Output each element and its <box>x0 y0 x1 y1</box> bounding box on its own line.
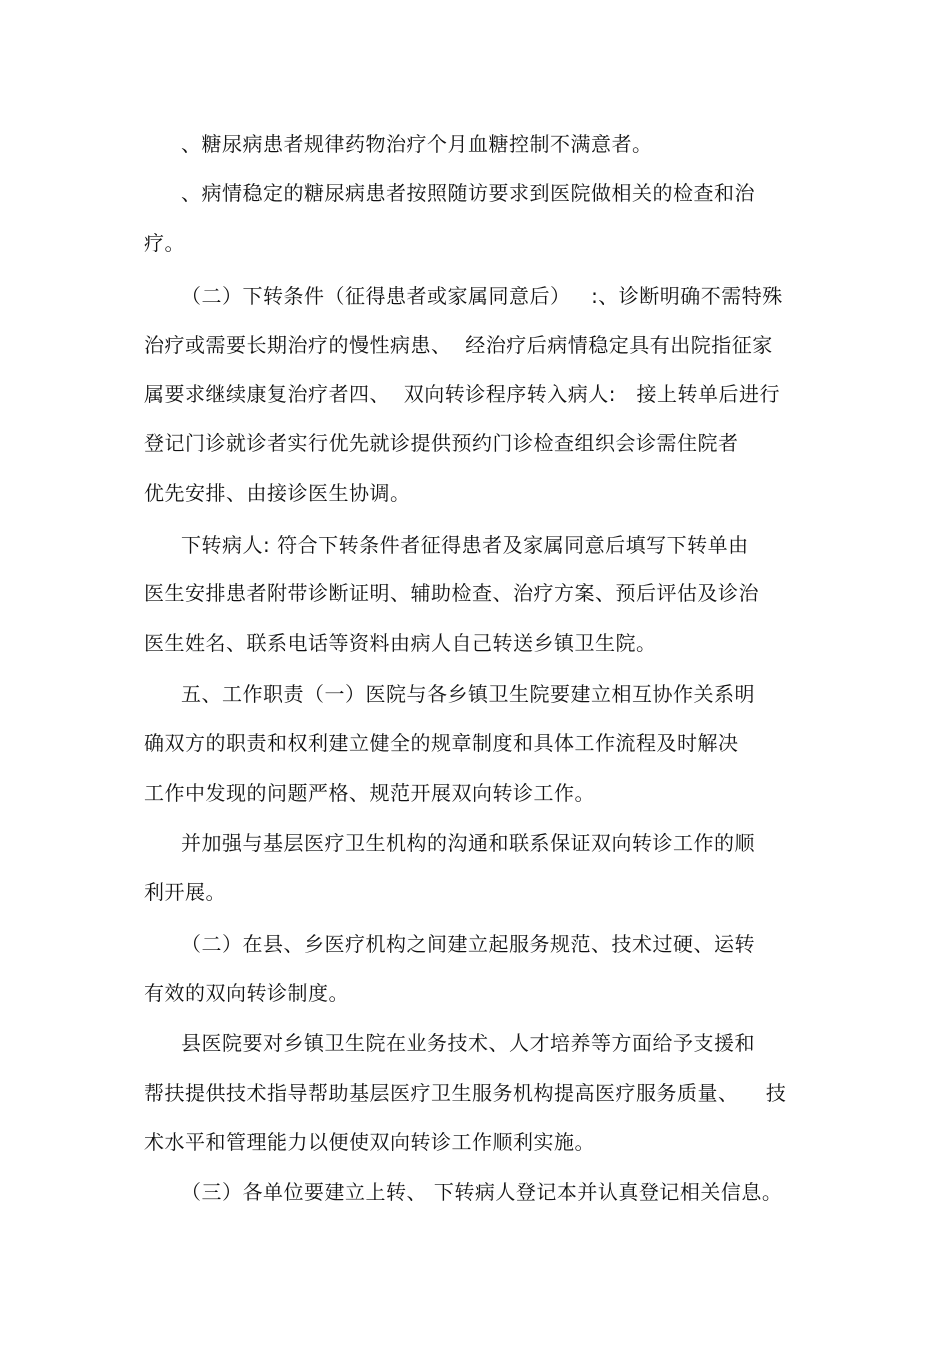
text-line: 属要求继续康复治疗者四、 双向转诊程序转入病人: 接上转单后进行 <box>144 382 781 406</box>
text-line: （二）下转条件（征得患者或家属同意后） :、诊断明确不需特殊 <box>181 284 783 308</box>
text-line: 下转病人: 符合下转条件者征得患者及家属同意后填写下转单由 <box>181 533 749 557</box>
text-line: 利开展。 <box>144 880 226 904</box>
text-line: 五、工作职责（一）医院与各乡镇卫生院要建立相互协作关系明 <box>181 682 755 706</box>
text-line: 、病情稳定的糖尿病患者按照随访要求到医院做相关的检查和治 <box>181 181 755 205</box>
text-line: 登记门诊就诊者实行优先就诊提供预约门诊检查组织会诊需住院者 <box>144 431 739 455</box>
text-line: 优先安排、由接诊医生协调。 <box>144 481 411 505</box>
text-line: 有效的双向转诊制度。 <box>144 981 349 1005</box>
text-line: 工作中发现的问题严格、规范开展双向转诊工作。 <box>144 781 595 805</box>
text-line: （二）在县、乡医疗机构之间建立起服务规范、技术过硬、运转 <box>181 932 755 956</box>
text-line: 确双方的职责和权利建立健全的规章制度和具体工作流程及时解决 <box>144 731 739 755</box>
text-line: 帮扶提供技术指导帮助基层医疗卫生服务机构提高医疗服务质量、 技 <box>144 1081 787 1105</box>
text-line: 县医院要对乡镇卫生院在业务技术、人才培养等方面给予支援和 <box>181 1031 755 1055</box>
text-line: 疗。 <box>144 231 185 255</box>
text-line: （三）各单位要建立上转、 下转病人登记本并认真登记相关信息。 <box>181 1180 783 1204</box>
text-line: 并加强与基层医疗卫生机构的沟通和联系保证双向转诊工作的顺 <box>181 831 755 855</box>
text-line: 、糖尿病患者规律药物治疗个月血糖控制不满意者。 <box>181 132 653 156</box>
text-line: 医生安排患者附带诊断证明、辅助检查、治疗方案、预后评估及诊治 <box>144 581 759 605</box>
text-line: 治疗或需要长期治疗的慢性病患、 经治疗后病情稳定具有出院指征家 <box>144 333 773 357</box>
text-line: 医生姓名、联系电话等资料由病人自己转送乡镇卫生院。 <box>144 631 657 655</box>
text-line: 术水平和管理能力以便使双向转诊工作顺利实施。 <box>144 1130 595 1154</box>
